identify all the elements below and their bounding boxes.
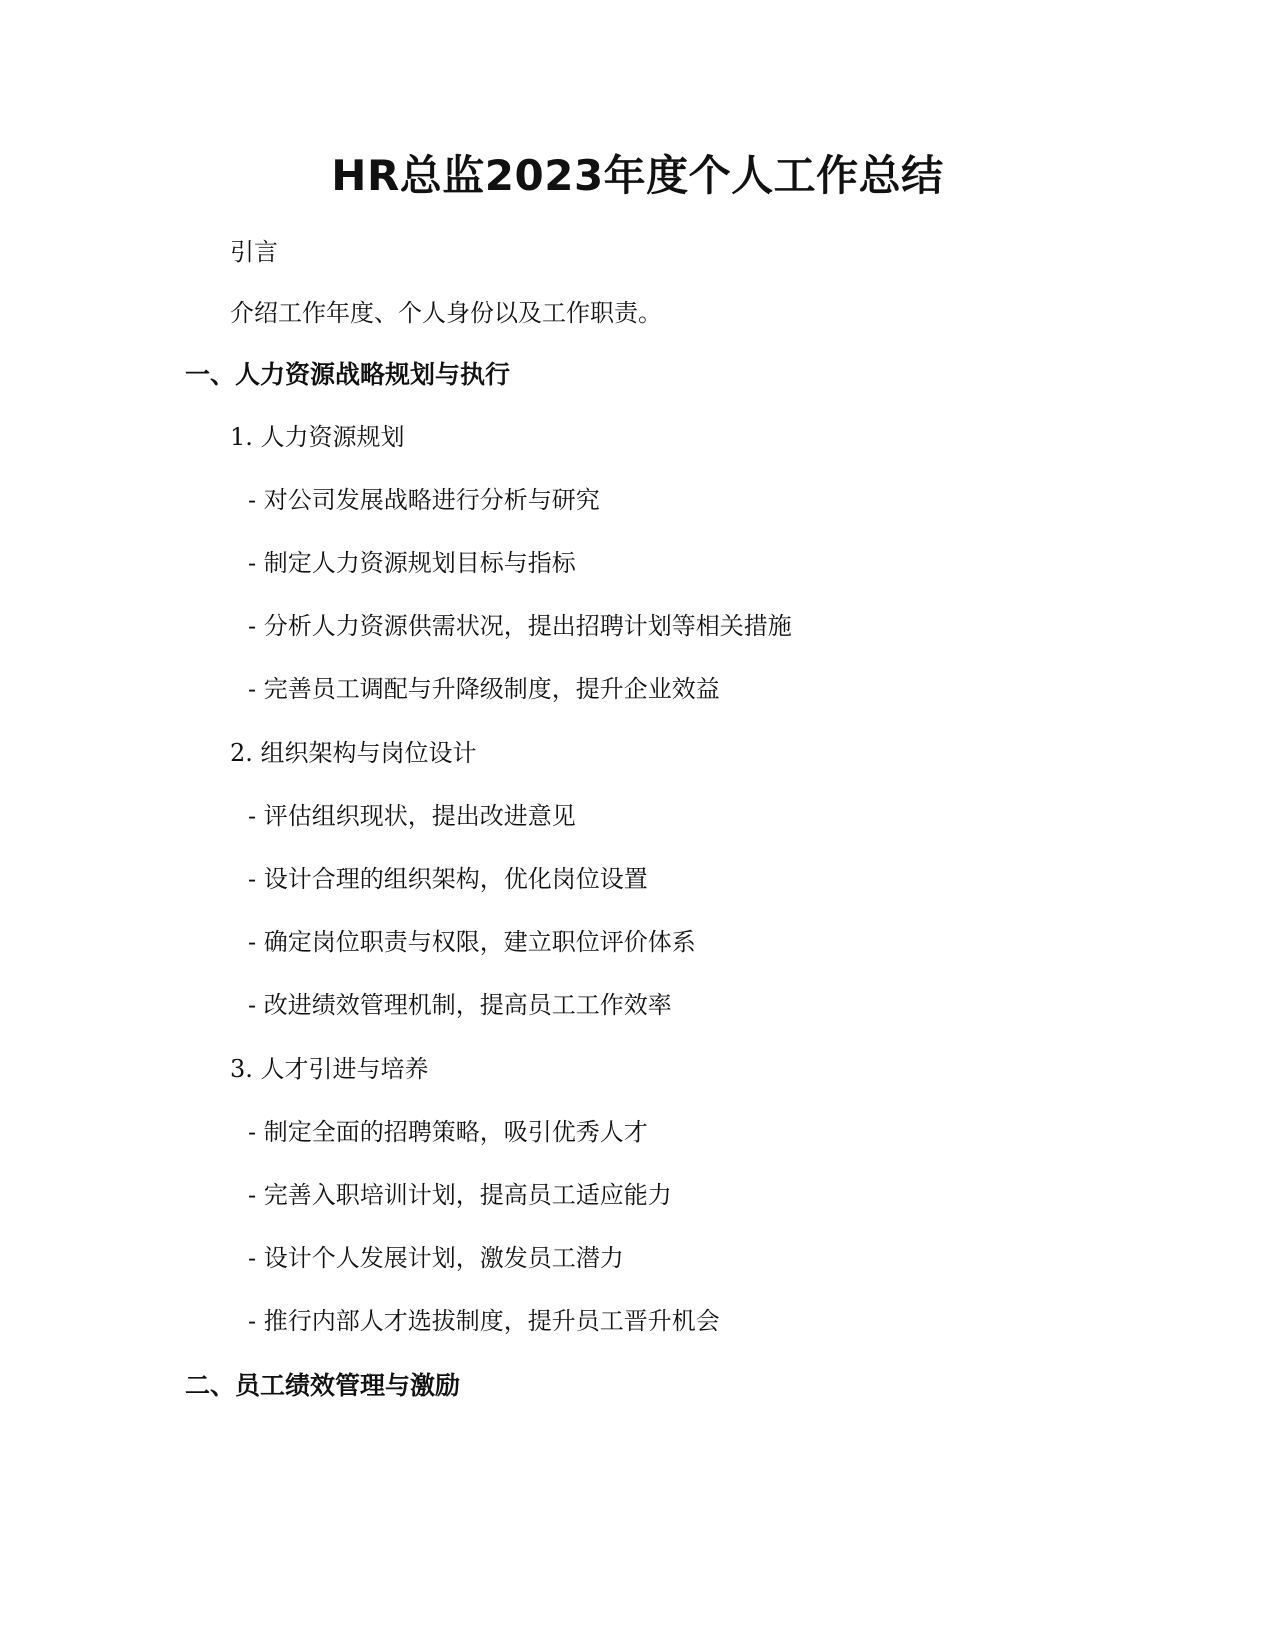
section-heading-2: 二、员工绩效管理与激励 xyxy=(185,1371,461,1400)
section-heading-1: 一、人力资源战略规划与执行 xyxy=(185,360,511,389)
document-title: HR总监2023年度个人工作总结 xyxy=(331,151,944,200)
bullet-item: - 改进绩效管理机制，提高员工工作效率 xyxy=(248,991,672,1019)
subsection-heading-1-3: 3. 人才引进与培养 xyxy=(230,1055,429,1083)
bullet-item: - 确定岗位职责与权限，建立职位评价体系 xyxy=(248,928,696,956)
bullet-item: - 设计合理的组织架构，优化岗位设置 xyxy=(248,865,648,893)
subsection-heading-1-1: 1. 人力资源规划 xyxy=(230,423,405,451)
bullet-item: - 设计个人发展计划，激发员工潜力 xyxy=(248,1244,624,1272)
intro-text: 介绍工作年度、个人身份以及工作职责。 xyxy=(230,299,662,327)
bullet-item: - 对公司发展战略进行分析与研究 xyxy=(248,486,600,514)
bullet-item: - 完善入职培训计划，提高员工适应能力 xyxy=(248,1181,672,1209)
intro-heading: 引言 xyxy=(230,238,278,266)
bullet-item: - 制定全面的招聘策略，吸引优秀人才 xyxy=(248,1118,648,1146)
bullet-item: - 完善员工调配与升降级制度，提升企业效益 xyxy=(248,675,720,703)
bullet-item: - 分析人力资源供需状况，提出招聘计划等相关措施 xyxy=(248,612,792,640)
bullet-item: - 评估组织现状，提出改进意见 xyxy=(248,802,576,830)
subsection-heading-1-2: 2. 组织架构与岗位设计 xyxy=(230,739,477,767)
bullet-item: - 推行内部人才选拔制度，提升员工晋升机会 xyxy=(248,1307,720,1335)
bullet-item: - 制定人力资源规划目标与指标 xyxy=(248,549,576,577)
